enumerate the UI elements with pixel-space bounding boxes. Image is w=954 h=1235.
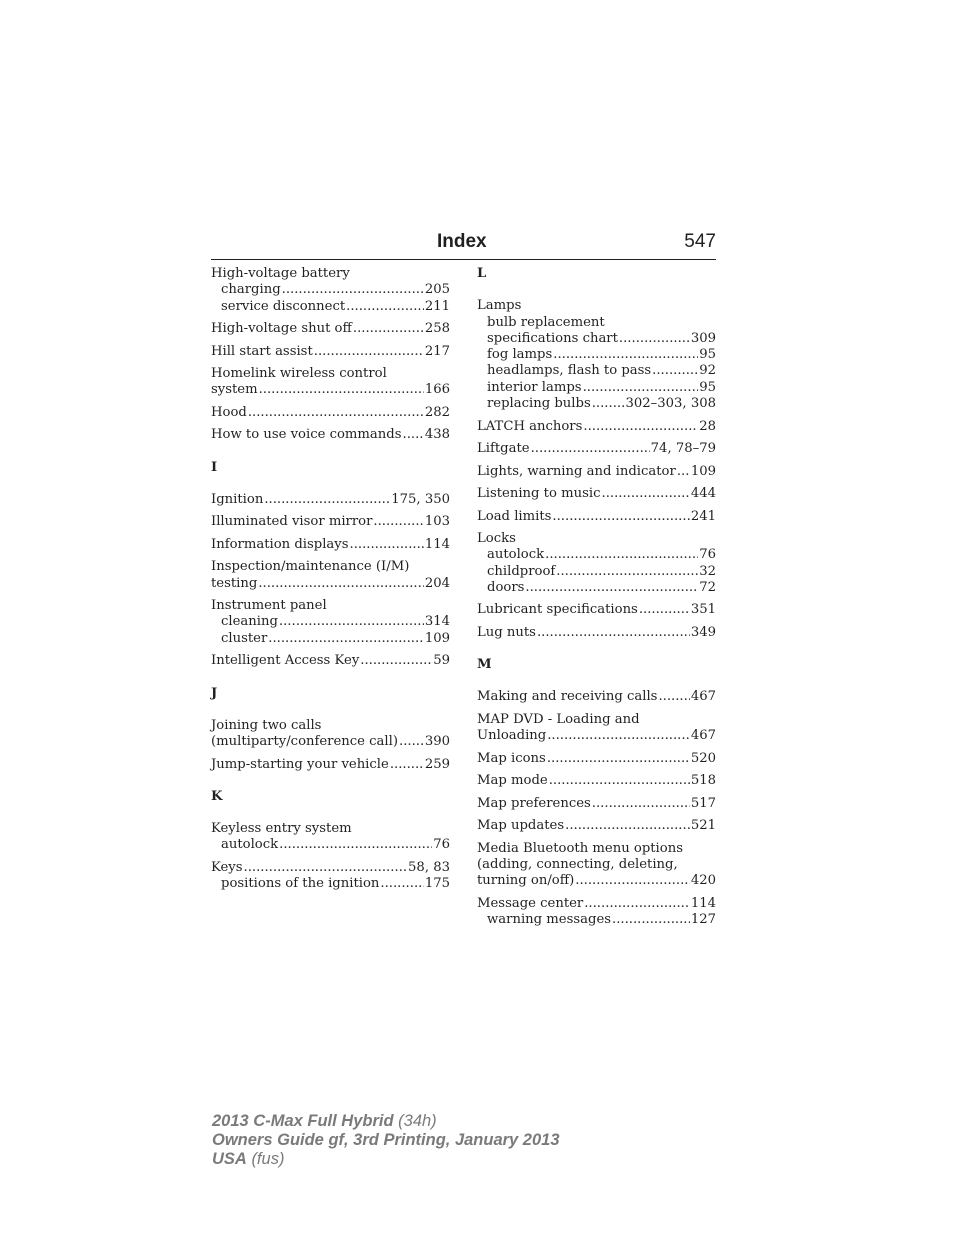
dot-leader [259, 382, 424, 398]
index-entry [211, 821, 450, 854]
entry-page-ref: 92 [699, 363, 716, 379]
entry-term: Information displays [211, 536, 349, 552]
index-subentry-line [477, 363, 716, 379]
entry-page-ref: 58, 83 [408, 859, 450, 875]
entry-term: Lubricant specifications [477, 602, 638, 618]
index-entry-line [477, 728, 716, 744]
entry-page-ref: 109 [424, 630, 450, 646]
index-entry-line [477, 419, 716, 435]
dot-leader [612, 912, 690, 928]
index-entry-line [211, 266, 450, 282]
index-entry-line [211, 653, 450, 669]
dot-leader [552, 509, 689, 525]
index-entry [477, 602, 716, 618]
entry-term: Liftgate [477, 441, 530, 457]
index-entry-line [477, 751, 716, 767]
index-entry [477, 712, 716, 745]
entry-page-ref: 95 [699, 379, 716, 395]
entry-term: service disconnect [221, 298, 346, 314]
index-entry-line [477, 298, 716, 314]
entry-page-ref: 241 [690, 508, 716, 524]
index-entry-line [477, 773, 716, 789]
entry-term: Load limits [477, 508, 552, 524]
dot-leader [537, 625, 690, 641]
entry-term: Jump-starting your vehicle [211, 756, 389, 772]
index-subentry-line [477, 547, 716, 563]
entry-page-ref: 103 [424, 514, 450, 530]
index-entry-line [477, 509, 716, 525]
entry-page-ref: 204 [424, 575, 450, 591]
entry-page-ref: 444 [690, 486, 716, 502]
index-entry-line [211, 382, 450, 398]
index-entry-line [477, 625, 716, 641]
entry-term: High-voltage shut off [211, 321, 352, 337]
dot-leader [373, 514, 423, 530]
index-entry-line [211, 576, 450, 592]
entry-term: Lug nuts [477, 624, 536, 640]
entry-term: MAP DVD - Loading and [477, 711, 640, 727]
entry-term: cluster [221, 630, 268, 646]
index-entry-line [211, 734, 450, 750]
footer-model: 2013 C-Max Full Hybrid [212, 1112, 394, 1130]
index-subentry-line [477, 315, 716, 331]
entry-term: Inspection/maintenance (I/M) [211, 559, 410, 575]
index-subentry-line [477, 331, 716, 347]
index-entry [477, 841, 716, 890]
entry-term: Map mode [477, 773, 548, 789]
index-entry-line [211, 860, 450, 876]
dot-leader [583, 380, 699, 396]
entry-page-ref: 302–303, 308 [625, 396, 716, 412]
index-subentry-line [477, 564, 716, 580]
index-entry [211, 366, 450, 399]
index-entry-line [211, 537, 450, 553]
entry-term: LATCH anchors [477, 418, 583, 434]
index-entry-line [211, 366, 450, 382]
index-entry [477, 751, 716, 767]
entry-page-ref: 95 [699, 347, 716, 363]
dot-leader [547, 728, 690, 744]
index-subentry-line [211, 837, 450, 853]
entry-term: Map preferences [477, 795, 591, 811]
entry-page-ref: 211 [424, 298, 450, 314]
document-footer [212, 1112, 560, 1169]
index-column-left [211, 266, 450, 899]
entry-term: Making and receiving calls [477, 689, 658, 705]
index-entry-line [477, 689, 716, 705]
dot-leader [556, 564, 698, 580]
index-entry [477, 441, 716, 457]
index-entry-line [477, 873, 716, 889]
entry-page-ref: 217 [424, 343, 450, 359]
index-entry [477, 464, 716, 480]
dot-leader [282, 282, 424, 298]
dot-leader [592, 396, 625, 412]
entry-page-ref: 467 [690, 728, 716, 744]
index-entry [477, 531, 716, 596]
entry-term: interior lamps [487, 379, 582, 395]
entry-page-ref: 282 [424, 404, 450, 420]
index-entry [211, 757, 450, 773]
entry-page-ref: 467 [690, 689, 716, 705]
index-entry-line [211, 821, 450, 837]
index-entry-line [211, 757, 450, 773]
dot-leader [380, 876, 423, 892]
index-entry [211, 405, 450, 421]
entry-term: How to use voice commands [211, 427, 402, 443]
entry-term: Locks [477, 530, 516, 546]
index-entry-line [477, 602, 716, 618]
entry-term: fog lamps [487, 347, 553, 363]
entry-term: specifications chart [487, 330, 618, 346]
entry-term: Map icons [477, 750, 546, 766]
entry-page-ref: 76 [433, 837, 450, 853]
entry-term: system [211, 382, 258, 398]
footer-line-3 [212, 1150, 560, 1169]
index-entry [211, 653, 450, 669]
entry-page-ref: 72 [699, 579, 716, 595]
entry-term: Hill start assist [211, 343, 313, 359]
index-entry-line [211, 427, 450, 443]
entry-page-ref: 59 [433, 653, 450, 669]
entry-term: charging [221, 282, 281, 298]
entry-page-ref: 114 [424, 536, 450, 552]
index-entry-line [211, 405, 450, 421]
index-letter-heading: J [211, 685, 218, 701]
dot-leader [350, 537, 424, 553]
index-subentry-line [477, 380, 716, 396]
entry-page-ref: 349 [690, 624, 716, 640]
entry-page-ref: 76 [699, 547, 716, 563]
index-subentry-line [477, 396, 716, 412]
entry-term: childproof [487, 563, 556, 579]
entry-page-ref: 520 [690, 750, 716, 766]
index-subentry-line [211, 631, 450, 647]
entry-term: (adding, connecting, deleting, [477, 856, 678, 872]
entry-page-ref: 114 [690, 895, 716, 911]
index-entry [211, 344, 450, 360]
entry-term: Illuminated visor mirror [211, 514, 373, 530]
entry-term: Listening to music [477, 486, 601, 502]
dot-leader [360, 653, 432, 669]
index-letter-heading: L [477, 266, 487, 281]
index-entry [211, 559, 450, 592]
entry-term: Keyless entry system [211, 821, 352, 837]
index-entry [211, 492, 450, 508]
dot-leader [547, 751, 690, 767]
entry-term: headlamps, flash to pass [487, 363, 652, 379]
entry-page-ref: 420 [690, 873, 716, 889]
entry-term: bulb replacement [487, 314, 605, 330]
index-entry [211, 537, 450, 553]
entry-term: replacing bulbs [487, 396, 591, 412]
dot-leader [652, 363, 698, 379]
dot-leader [583, 419, 698, 435]
entry-page-ref: 438 [424, 427, 450, 443]
entry-page-ref: 314 [424, 614, 450, 630]
index-entry-line [211, 344, 450, 360]
index-entry [477, 896, 716, 929]
dot-leader [314, 344, 424, 360]
entry-page-ref: 28 [699, 418, 716, 434]
entry-term: Homelink wireless control [211, 366, 387, 382]
dot-leader [553, 347, 698, 363]
index-subentry-line [211, 614, 450, 630]
index-entry-line [477, 796, 716, 812]
footer-market: USA [212, 1150, 247, 1168]
entry-term: Unloading [477, 728, 547, 744]
index-entry-line [211, 492, 450, 508]
entry-page-ref: 205 [424, 282, 450, 298]
entry-term: testing [211, 575, 258, 591]
dot-leader [248, 405, 424, 421]
index-entry-line [477, 712, 716, 728]
index-entry [477, 773, 716, 789]
index-subentry-line [211, 299, 450, 315]
index-subentry-line [477, 912, 716, 928]
dot-leader [403, 427, 424, 443]
dot-leader [619, 331, 690, 347]
entry-term: High-voltage battery [211, 266, 350, 281]
dot-leader [545, 547, 698, 563]
dot-leader [575, 873, 690, 889]
entry-term: Message center [477, 895, 584, 911]
entry-term: positions of the ignition [221, 876, 380, 892]
index-subentry-line [211, 282, 450, 298]
index-entry [211, 860, 450, 893]
dot-leader [258, 576, 424, 592]
entry-page-ref: 166 [424, 382, 450, 398]
dot-leader [565, 818, 690, 834]
entry-term: cleaning [221, 614, 278, 630]
index-entry [477, 298, 716, 412]
dot-leader [658, 689, 689, 705]
index-entry-line [477, 464, 716, 480]
dot-leader [602, 486, 690, 502]
index-entry [477, 796, 716, 812]
entry-term: Instrument panel [211, 598, 327, 614]
entry-page-ref: 32 [699, 563, 716, 579]
footer-guide-info: Owners Guide gf, 3rd Printing, January 2013 [212, 1131, 560, 1149]
index-entry-line [477, 896, 716, 912]
index-entry-line [211, 514, 450, 530]
index-entry-line [477, 486, 716, 502]
index-subentry-line [477, 347, 716, 363]
entry-term: Media Bluetooth menu options [477, 840, 683, 856]
entry-page-ref: 175, 350 [391, 491, 450, 507]
dot-leader [279, 837, 432, 853]
entry-term: Hood [211, 404, 247, 420]
entry-term: warning messages [487, 912, 612, 928]
entry-term: Ignition [211, 491, 264, 507]
entry-term: Map updates [477, 818, 565, 834]
dot-leader [390, 757, 424, 773]
entry-page-ref: 175 [424, 876, 450, 892]
entry-term: (multiparty/conference call) [211, 734, 398, 750]
dot-leader [549, 773, 690, 789]
index-letter-heading: I [211, 459, 218, 475]
index-entry [211, 266, 450, 315]
index-entry [477, 818, 716, 834]
index-subentry-line [477, 580, 716, 596]
entry-term: autolock [487, 547, 545, 563]
index-entry [477, 509, 716, 525]
entry-term: Lamps [477, 298, 522, 314]
index-entry-line [477, 818, 716, 834]
index-entry-line [477, 531, 716, 547]
index-entry-line [477, 441, 716, 457]
page-header [211, 229, 716, 260]
entry-page-ref: 518 [690, 773, 716, 789]
entry-term: doors [487, 579, 525, 595]
index-entry [211, 514, 450, 530]
entry-page-ref: 351 [690, 602, 716, 618]
entry-page-ref: 521 [690, 818, 716, 834]
footer-line-1 [212, 1112, 560, 1131]
dot-leader [268, 631, 424, 647]
index-letter-heading: K [211, 788, 223, 804]
dot-leader [279, 614, 424, 630]
entry-term: Intelligent Access Key [211, 653, 360, 669]
entry-term: turning on/off) [477, 873, 575, 889]
index-subentry-line [211, 876, 450, 892]
index-entry-line [211, 559, 450, 575]
entry-page-ref: 309 [690, 330, 716, 346]
entry-page-ref: 258 [424, 321, 450, 337]
dot-leader [353, 321, 424, 337]
dot-leader [399, 734, 424, 750]
entry-term: Keys [211, 859, 243, 875]
dot-leader [677, 464, 690, 480]
index-entry [477, 419, 716, 435]
index-entry [211, 321, 450, 337]
index-entry [211, 427, 450, 443]
index-entry-line [211, 321, 450, 337]
index-entry-line [211, 718, 450, 734]
index-entry [211, 718, 450, 751]
dot-leader [346, 299, 424, 315]
entry-page-ref: 74, 78–79 [650, 441, 716, 457]
entry-term: Lights, warning and indicator [477, 463, 676, 479]
index-entry-line [211, 598, 450, 614]
entry-page-ref: 517 [690, 795, 716, 811]
dot-leader [531, 441, 650, 457]
dot-leader [592, 796, 690, 812]
footer-line-2 [212, 1131, 560, 1150]
dot-leader [525, 580, 698, 596]
page-number: 547 [684, 231, 716, 252]
dot-leader [639, 602, 690, 618]
index-column-right [477, 266, 716, 935]
footer-model-code: (34h) [398, 1112, 437, 1130]
entry-page-ref: 390 [424, 734, 450, 750]
footer-market-code: (fus) [251, 1150, 285, 1168]
dot-leader [584, 896, 690, 912]
dot-leader [244, 860, 408, 876]
entry-page-ref: 127 [690, 912, 716, 928]
index-entry [211, 598, 450, 647]
index-entry-line [477, 841, 716, 857]
entry-page-ref: 259 [424, 756, 450, 772]
entry-term: Joining two calls [211, 717, 322, 733]
entry-page-ref: 109 [690, 463, 716, 479]
dot-leader [264, 492, 390, 508]
index-entry [477, 625, 716, 641]
entry-term: autolock [221, 837, 279, 853]
index-entry-line [477, 857, 716, 873]
index-letter-heading: M [477, 657, 492, 673]
index-entry [477, 486, 716, 502]
index-entry [477, 689, 716, 705]
page-title: Index [437, 231, 487, 252]
